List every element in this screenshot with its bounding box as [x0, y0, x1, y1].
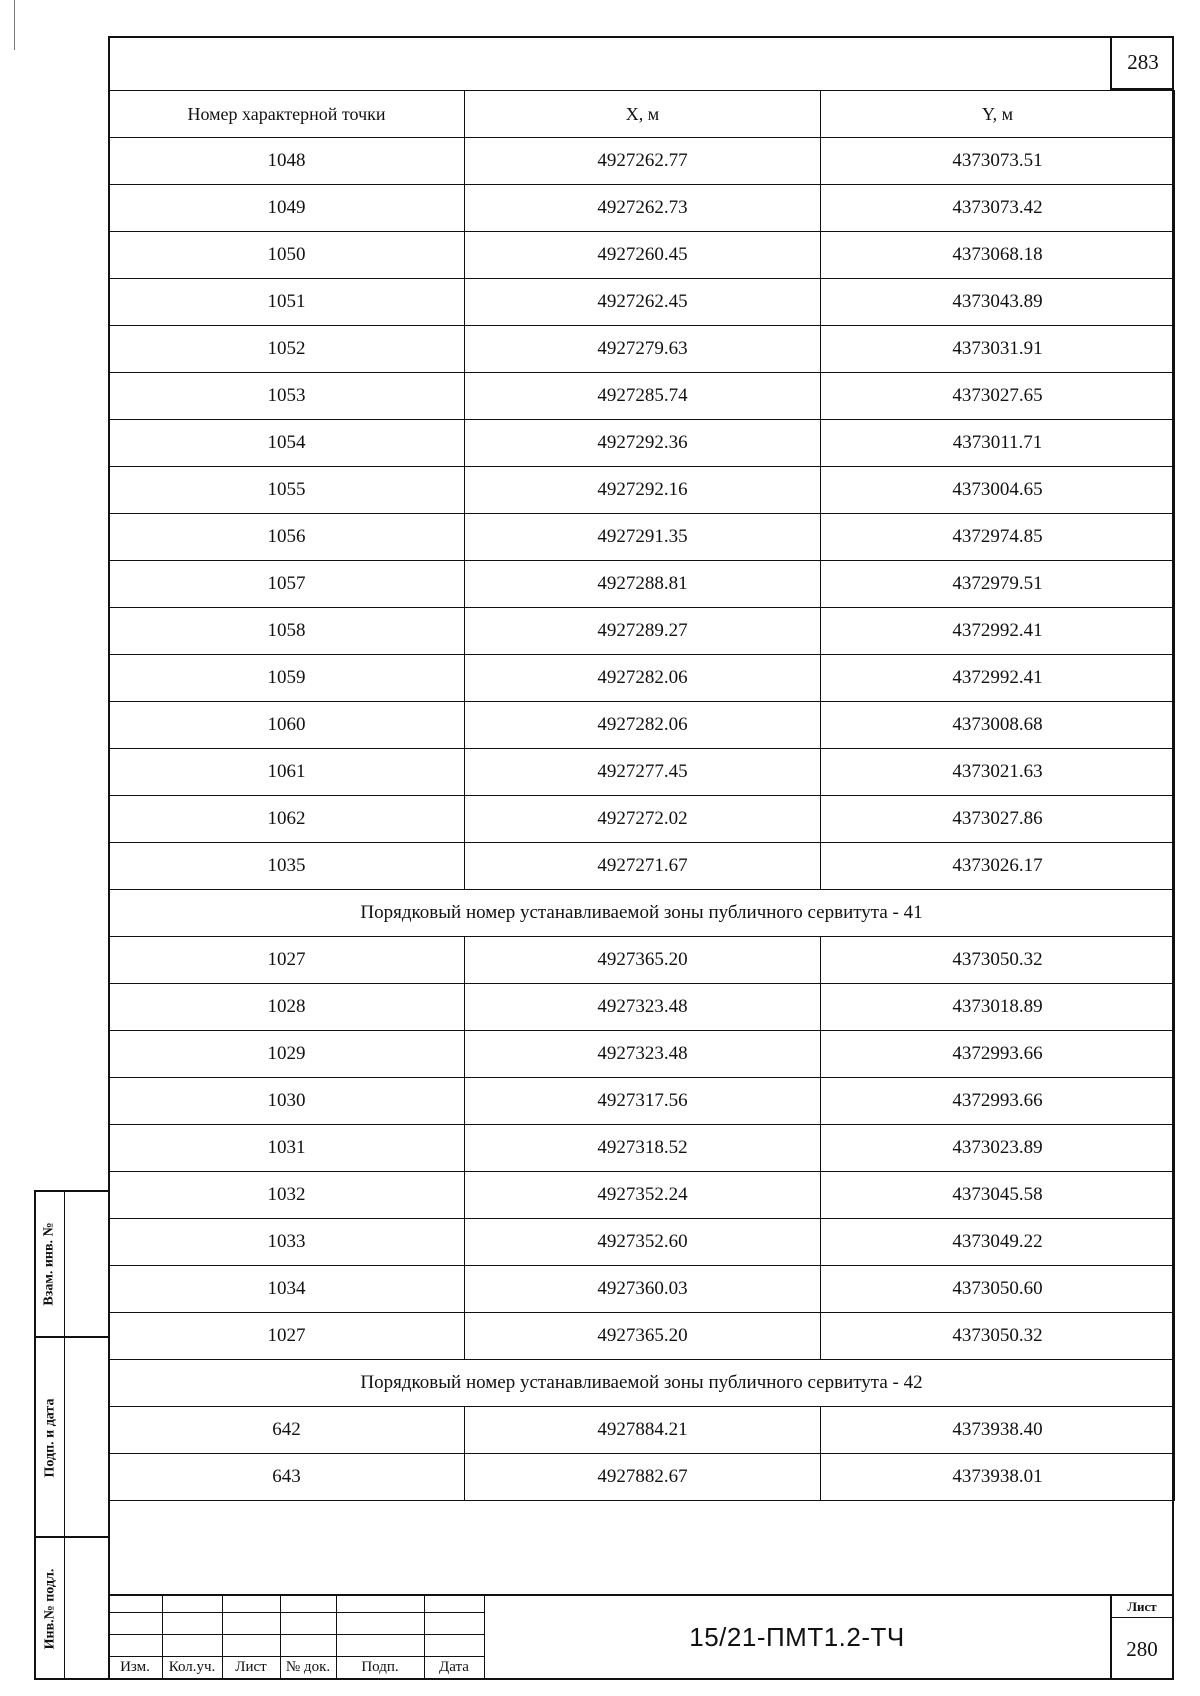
- x-coordinate-cell: 4927282.06: [465, 702, 821, 749]
- table-row: [109, 185, 1175, 232]
- y-coordinate-cell: 4373043.89: [821, 279, 1175, 326]
- point-number-cell: 1061: [109, 749, 465, 796]
- table-row: [109, 561, 1175, 608]
- coordinates-table: [108, 90, 1175, 1501]
- point-number-cell: 1032: [109, 1172, 465, 1219]
- point-number-cell: 1060: [109, 702, 465, 749]
- point-number-cell: 1033: [109, 1219, 465, 1266]
- x-coordinate-cell: 4927262.73: [465, 185, 821, 232]
- y-coordinate-cell: 4372993.66: [821, 1031, 1175, 1078]
- table-row: [109, 796, 1175, 843]
- title-label-quantity: Кол.уч.: [168, 1658, 216, 1675]
- header-x: X, м: [465, 91, 821, 138]
- point-number-cell: 1027: [109, 937, 465, 984]
- margin-label-replacement: Взам. инв. №: [42, 1222, 58, 1306]
- table-row: [109, 1407, 1175, 1454]
- point-number-cell: 1027: [109, 1313, 465, 1360]
- x-coordinate-cell: 4927365.20: [465, 1313, 821, 1360]
- x-coordinate-cell: 4927279.63: [465, 326, 821, 373]
- y-coordinate-cell: 4372992.41: [821, 608, 1175, 655]
- y-coordinate-cell: 4373026.17: [821, 843, 1175, 890]
- title-label-sheet: Лист: [235, 1658, 267, 1675]
- table-row: [109, 232, 1175, 279]
- y-coordinate-cell: 4373027.86: [821, 796, 1175, 843]
- point-number-cell: 1030: [109, 1078, 465, 1125]
- point-number-cell: 1055: [109, 467, 465, 514]
- table-row: [109, 1031, 1175, 1078]
- margin-label-inventory: Инв.№ подл.: [42, 1568, 57, 1650]
- x-coordinate-cell: 4927318.52: [465, 1125, 821, 1172]
- x-coordinate-cell: 4927271.67: [465, 843, 821, 890]
- x-coordinate-cell: 4927272.02: [465, 796, 821, 843]
- y-coordinate-cell: 4372979.51: [821, 561, 1175, 608]
- x-coordinate-cell: 4927317.56: [465, 1078, 821, 1125]
- table-header-row: [109, 91, 1175, 138]
- x-coordinate-cell: 4927277.45: [465, 749, 821, 796]
- point-number-cell: 1031: [109, 1125, 465, 1172]
- table-row: [109, 749, 1175, 796]
- x-coordinate-cell: 4927323.48: [465, 984, 821, 1031]
- table-row: [109, 1172, 1175, 1219]
- title-block-line: [108, 1634, 484, 1635]
- x-coordinate-cell: 4927292.36: [465, 420, 821, 467]
- section-title: Порядковый номер устанавливаемой зоны публичного сервитута - 42: [109, 1360, 1175, 1407]
- table-row: [109, 702, 1175, 749]
- x-coordinate-cell: 4927262.45: [465, 279, 821, 326]
- table-body: [109, 138, 1175, 1501]
- document-code: 15/21-ПМТ1.2-ТЧ: [689, 1621, 905, 1652]
- scan-edge-mark: [14, 0, 15, 50]
- x-coordinate-cell: 4927360.03: [465, 1266, 821, 1313]
- section-row: [109, 890, 1175, 937]
- section-row: [109, 1360, 1175, 1407]
- y-coordinate-cell: 4373049.22: [821, 1219, 1175, 1266]
- table-row: [109, 467, 1175, 514]
- x-coordinate-cell: 4927285.74: [465, 373, 821, 420]
- y-coordinate-cell: 4373050.32: [821, 1313, 1175, 1360]
- x-coordinate-cell: 4927260.45: [465, 232, 821, 279]
- x-coordinate-cell: 4927884.21: [465, 1407, 821, 1454]
- y-coordinate-cell: 4373938.01: [821, 1454, 1175, 1501]
- x-coordinate-cell: 4927291.35: [465, 514, 821, 561]
- y-coordinate-cell: 4373050.32: [821, 937, 1175, 984]
- table-row: [109, 843, 1175, 890]
- point-number-cell: 1049: [109, 185, 465, 232]
- point-number-cell: 643: [109, 1454, 465, 1501]
- table-row: [109, 326, 1175, 373]
- point-number-cell: 1058: [109, 608, 465, 655]
- point-number-cell: 1062: [109, 796, 465, 843]
- y-coordinate-cell: 4372974.85: [821, 514, 1175, 561]
- table-row: [109, 514, 1175, 561]
- title-block-line: [108, 1612, 484, 1613]
- table-row: [109, 420, 1175, 467]
- table-row: [109, 1219, 1175, 1266]
- x-coordinate-cell: 4927882.67: [465, 1454, 821, 1501]
- point-number-cell: 1029: [109, 1031, 465, 1078]
- y-coordinate-cell: 4373031.91: [821, 326, 1175, 373]
- section-title: Порядковый номер устанавливаемой зоны публичного сервитута - 41: [109, 890, 1175, 937]
- y-coordinate-cell: 4373027.65: [821, 373, 1175, 420]
- point-number-cell: 1051: [109, 279, 465, 326]
- y-coordinate-cell: 4373011.71: [821, 420, 1175, 467]
- table-row: [109, 373, 1175, 420]
- x-coordinate-cell: 4927289.27: [465, 608, 821, 655]
- point-number-cell: 1048: [109, 138, 465, 185]
- x-coordinate-cell: 4927352.60: [465, 1219, 821, 1266]
- point-number-cell: 1056: [109, 514, 465, 561]
- table-row: [109, 655, 1175, 702]
- y-coordinate-cell: 4372992.41: [821, 655, 1175, 702]
- x-coordinate-cell: 4927292.16: [465, 467, 821, 514]
- y-coordinate-cell: 4373073.42: [821, 185, 1175, 232]
- y-coordinate-cell: 4373018.89: [821, 984, 1175, 1031]
- table-row: [109, 138, 1175, 185]
- sheet-number: 280: [1126, 1636, 1158, 1661]
- title-label-date: Дата: [439, 1658, 469, 1675]
- page-number: 283: [1110, 36, 1174, 90]
- table-row: [109, 608, 1175, 655]
- point-number-cell: 1052: [109, 326, 465, 373]
- y-coordinate-cell: 4373021.63: [821, 749, 1175, 796]
- table-row: [109, 1313, 1175, 1360]
- table-row: [109, 1078, 1175, 1125]
- x-coordinate-cell: 4927282.06: [465, 655, 821, 702]
- y-coordinate-cell: 4373068.18: [821, 232, 1175, 279]
- point-number-cell: 642: [109, 1407, 465, 1454]
- y-coordinate-cell: 4373073.51: [821, 138, 1175, 185]
- point-number-cell: 1035: [109, 843, 465, 890]
- point-number-cell: 1034: [109, 1266, 465, 1313]
- title-label-signature: Подп.: [361, 1658, 399, 1675]
- point-number-cell: 1057: [109, 561, 465, 608]
- margin-label-signature: Подп. и дата: [42, 1398, 57, 1478]
- x-coordinate-cell: 4927262.77: [465, 138, 821, 185]
- table-row: [109, 279, 1175, 326]
- x-coordinate-cell: 4927323.48: [465, 1031, 821, 1078]
- point-number-cell: 1059: [109, 655, 465, 702]
- header-y: Y, м: [821, 91, 1175, 138]
- y-coordinate-cell: 4373023.89: [821, 1125, 1175, 1172]
- y-coordinate-cell: 4373045.58: [821, 1172, 1175, 1219]
- y-coordinate-cell: 4373938.40: [821, 1407, 1175, 1454]
- title-label-change: Изм.: [120, 1658, 150, 1675]
- y-coordinate-cell: 4372993.66: [821, 1078, 1175, 1125]
- x-coordinate-cell: 4927288.81: [465, 561, 821, 608]
- x-coordinate-cell: 4927352.24: [465, 1172, 821, 1219]
- table-row: [109, 1266, 1175, 1313]
- y-coordinate-cell: 4373004.65: [821, 467, 1175, 514]
- point-number-cell: 1053: [109, 373, 465, 420]
- sheet-label: Лист: [1110, 1596, 1174, 1618]
- x-coordinate-cell: 4927365.20: [465, 937, 821, 984]
- table-row: [109, 1454, 1175, 1501]
- table-row: [109, 1125, 1175, 1172]
- table-row: [109, 937, 1175, 984]
- point-number-cell: 1054: [109, 420, 465, 467]
- y-coordinate-cell: 4373008.68: [821, 702, 1175, 749]
- y-coordinate-cell: 4373050.60: [821, 1266, 1175, 1313]
- point-number-cell: 1028: [109, 984, 465, 1031]
- title-label-doc-number: № док.: [285, 1658, 331, 1675]
- point-number-cell: 1050: [109, 232, 465, 279]
- header-point-number: Номер характерной точки: [109, 91, 465, 138]
- table-row: [109, 984, 1175, 1031]
